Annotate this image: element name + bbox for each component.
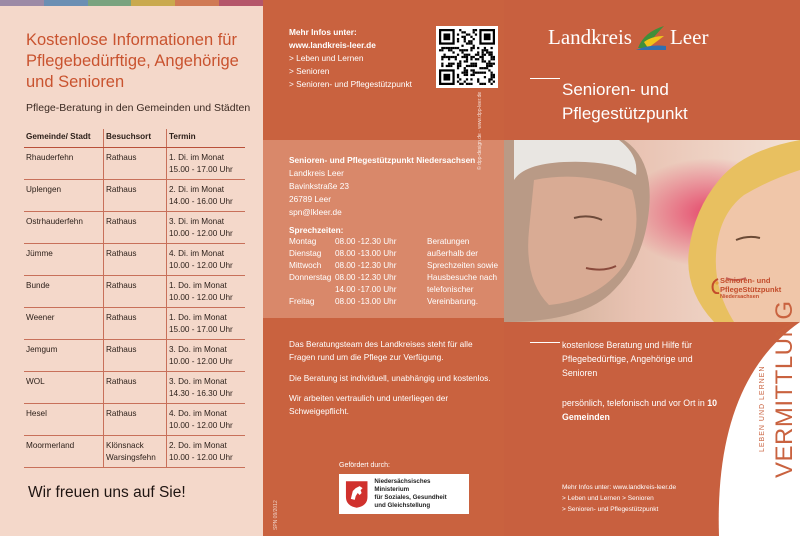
- beratung-note: [427, 236, 498, 308]
- hours-row: 14.00 -17.00 Uhr: [335, 285, 397, 294]
- stripe-segment: [0, 0, 44, 6]
- offer-local-count: 10 Gemeinden: [562, 398, 718, 422]
- ministry-line: und Gleichstellung: [374, 502, 431, 509]
- table-row: [24, 372, 245, 404]
- schedule-table: [24, 129, 245, 468]
- cell-place: Rathaus: [104, 244, 167, 276]
- table-row: [24, 404, 245, 436]
- logo-text-right: Leer: [669, 24, 709, 49]
- stripe-segment: [44, 0, 88, 6]
- stripe-segment: [175, 0, 219, 6]
- cell-place: Rathaus: [104, 180, 167, 212]
- cell-place: Rathaus: [104, 404, 167, 436]
- confidential-text: Wir arbeiten vertraulich und unterliegen der Schweigepflicht.: [289, 393, 449, 416]
- beratung-line: telefonischer: [427, 285, 474, 294]
- vermittlung-label: VERMITTLUNG: [771, 300, 798, 478]
- team-text: Das Beratungsteam des Landkreises steht für alle Fragen rund um die Pflege zur Verfügung.: [289, 339, 473, 362]
- badge-line-2: PflegeStützpunkt: [720, 285, 782, 294]
- cell-term: 3. Do. im Monat 10.00 - 12.00 Uhr: [167, 340, 246, 372]
- cell-term: 1. Di. im Monat 15.00 - 17.00 Uhr: [167, 148, 246, 180]
- landkreis-leer-logo: [548, 22, 708, 52]
- print-code: SPN 09/2012: [273, 500, 279, 530]
- qr-code-icon: [439, 29, 495, 85]
- beratung-line: Hausbesuche nach: [427, 273, 498, 282]
- badge-line-1: Senioren- und: [720, 276, 771, 285]
- hours-list: [289, 236, 407, 308]
- info-block: [289, 26, 412, 91]
- lower-saxony-horse-icon: [343, 479, 370, 509]
- beratung-line: Vereinbarung.: [427, 297, 478, 306]
- contact-email[interactable]: spn@lkleer.de: [289, 207, 342, 217]
- cell-place: Rathaus: [104, 148, 167, 180]
- left-title: Kostenlose Informationen für Pflegebedürftige, Angehörige und Senioren: [26, 31, 239, 91]
- right-title-line: Pflegestützpunkt: [562, 104, 688, 123]
- table-row: [24, 436, 245, 468]
- ministry-line: Niedersächsisches Ministerium: [374, 478, 431, 493]
- badge-line: [720, 276, 781, 294]
- cell-term: 3. Do. im Monat 14.30 - 16.30 Uhr: [167, 372, 246, 404]
- left-footer: Wir freuen uns auf Sie!: [28, 484, 186, 501]
- contact-line: Landkreis Leer: [289, 168, 344, 178]
- color-stripe: [0, 0, 263, 6]
- cell-term: 4. Di. im Monat 10.00 - 12.00 Uhr: [167, 244, 246, 276]
- cell-place: Rathaus: [104, 340, 167, 372]
- ministry-logo: [339, 474, 469, 514]
- offer-local-text: [562, 396, 722, 424]
- cell-place: Klönsnack Warsingsfehn: [104, 436, 167, 468]
- cell-town: Weener: [24, 308, 104, 340]
- cell-town: Ostrhauderfehn: [24, 212, 104, 244]
- right-info-url[interactable]: Mehr Infos unter: www.landkreis-leer.de: [562, 484, 677, 491]
- ministry-text: [374, 478, 465, 510]
- cell-term: 2. Do. im Monat 10.00 - 12.00 Uhr: [167, 436, 246, 468]
- qr-code[interactable]: [436, 26, 498, 88]
- independent-text: Die Beratung ist individuell, unabhängig und kostenlos.: [289, 373, 491, 383]
- info-url-link[interactable]: www.landkreis-leer.de: [289, 40, 376, 50]
- right-info-links[interactable]: > Leben und Lernen > Senioren: [562, 495, 654, 502]
- stripe-segment: [219, 0, 263, 6]
- landkreis-leer-emblem-icon: [634, 22, 668, 52]
- cell-term: 1. Do. im Monat 15.00 - 17.00 Uhr: [167, 308, 246, 340]
- hours-title: Sprechzeiten:: [289, 225, 344, 235]
- contact-line: Bavinkstraße 23: [289, 181, 349, 191]
- offer-local-lead: persönlich, telefonisch und vor Ort in: [562, 398, 708, 408]
- table-row: [24, 244, 245, 276]
- contact-title: Senioren- und Pflegestützpunkt Niedersachsen: [289, 155, 476, 165]
- column-header-town: Gemeinde/ Stadt: [24, 129, 104, 148]
- cell-town: Hesel: [24, 404, 104, 436]
- table-row: [24, 276, 245, 308]
- right-info-link-spn[interactable]: > Senioren- und Pflegestützpunkt: [562, 506, 659, 513]
- table-row: [24, 340, 245, 372]
- cell-place: Rathaus: [104, 308, 167, 340]
- spn-badge: [720, 276, 781, 300]
- left-panel: [0, 0, 263, 536]
- right-title-line: Senioren- und: [562, 80, 669, 99]
- cell-term: 4. Do. im Monat 10.00 - 12.00 Uhr: [167, 404, 246, 436]
- cell-term: 2. Di. im Monat 14.00 - 16.00 Uhr: [167, 180, 246, 212]
- cell-town: Jemgum: [24, 340, 104, 372]
- column-header-term: Termin: [167, 129, 246, 148]
- hours-row: Mittwoch 08.00 -12.30 Uhr: [289, 261, 397, 270]
- beratung-line: Beratungen: [427, 237, 470, 246]
- table-row: [24, 180, 245, 212]
- beratung-line: außerhalb der: [427, 249, 478, 258]
- table-row: [24, 212, 245, 244]
- offer-divider: [530, 342, 560, 343]
- cell-place: Rathaus: [104, 276, 167, 308]
- stripe-segment: [131, 0, 175, 6]
- funded-by-label: Gefördert durch:: [339, 462, 390, 469]
- cell-town: Bunde: [24, 276, 104, 308]
- cell-place: Rathaus: [104, 212, 167, 244]
- cell-term: 1. Do. im Monat 10.00 - 12.00 Uhr: [167, 276, 246, 308]
- contact-block: [289, 154, 475, 219]
- leben-label: LEBEN UND LERNEN: [759, 365, 766, 452]
- cell-place: Rathaus: [104, 372, 167, 404]
- info-link-leben[interactable]: > Leben und Lernen: [289, 53, 364, 63]
- cell-town: Jümme: [24, 244, 104, 276]
- right-title: [562, 78, 688, 126]
- stripe-segment: [88, 0, 132, 6]
- column-header-place: Besuchsort: [104, 129, 167, 148]
- badge-line-3: Niedersachsen: [720, 294, 760, 300]
- offer-text: kostenlose Beratung und Hilfe für Pflegebedürftige, Angehörige und Senioren: [562, 340, 693, 378]
- right-info: [562, 482, 676, 515]
- cell-term: 3. Di. im Monat 10.00 - 12.00 Uhr: [167, 212, 246, 244]
- credit-note: © dpp-design.de · www.dpp-leer.de: [477, 91, 483, 170]
- info-title: Mehr Infos unter:: [289, 27, 357, 37]
- hours-row: Montag 08.00 -12.30 Uhr: [289, 237, 397, 246]
- ministry-line: für Soziales, Gesundheit: [374, 494, 447, 501]
- cell-town: WOL: [24, 372, 104, 404]
- contact-line: 26789 Leer: [289, 194, 331, 204]
- cell-town: Rhauderfehn: [24, 148, 104, 180]
- beratung-line: Sprechzeiten sowie: [427, 261, 498, 270]
- hours-row: Freitag 08.00 -13.00 Uhr: [289, 297, 397, 306]
- cell-town: Uplengen: [24, 180, 104, 212]
- logo-text-left: Landkreis: [548, 24, 632, 49]
- spn-logo-icon: [710, 278, 720, 294]
- table-row: [24, 308, 245, 340]
- info-link-spn[interactable]: > Senioren- und Pflegestützpunkt: [289, 79, 412, 89]
- cell-town: Moormerland: [24, 436, 104, 468]
- table-row: [24, 148, 245, 180]
- info-link-senioren[interactable]: > Senioren: [289, 66, 330, 76]
- title-divider: [530, 78, 560, 79]
- hours-row: Dienstag 08.00 -13.00 Uhr: [289, 249, 397, 258]
- hours-row: Donnerstag 08.00 -12.30 Uhr: [289, 273, 397, 282]
- left-subtitle: Pflege-Beratung in den Gemeinden und Städten: [26, 102, 251, 114]
